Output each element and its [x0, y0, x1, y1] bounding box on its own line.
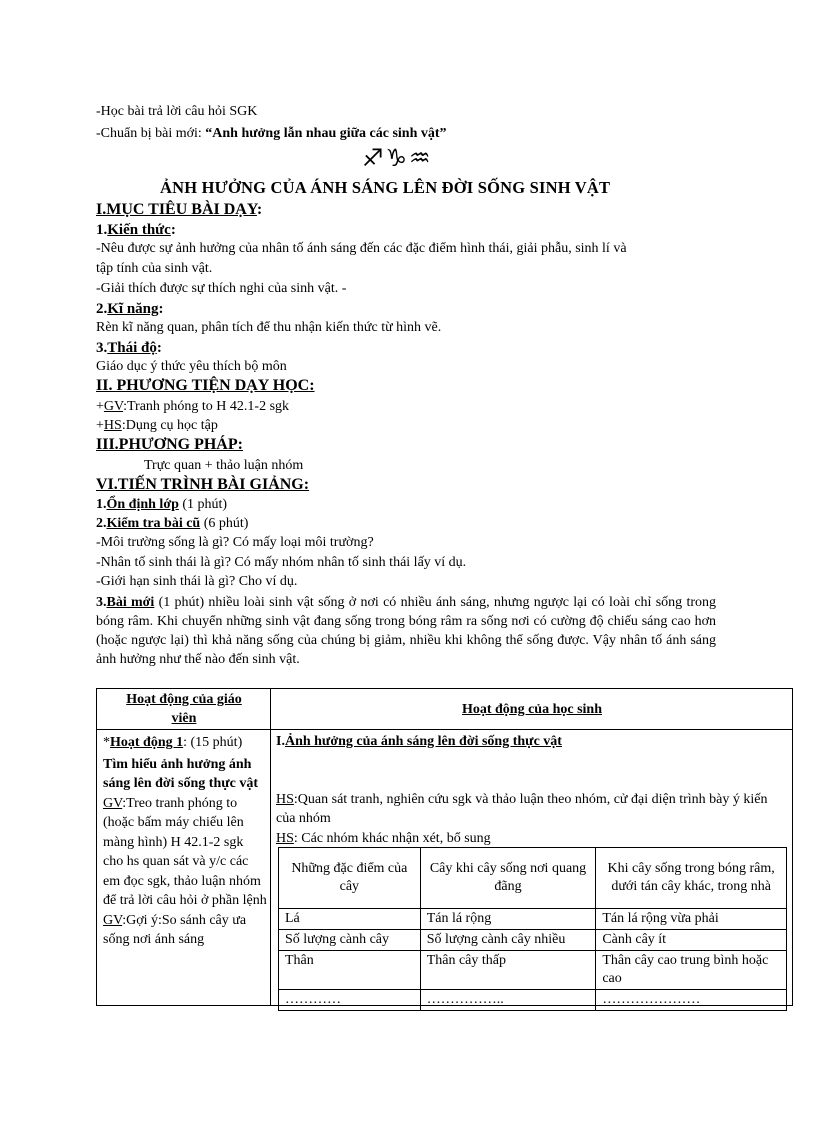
- knowledge-heading: 1.Kiến thức:: [96, 222, 176, 238]
- teacher-hint: GV:Gợi ý:So sánh cây ưa sống nơi ánh sáng: [103, 912, 247, 947]
- zodiac-symbols-icon: ♐♑♒: [362, 144, 433, 172]
- student-activity-header: Hoạt động của học sinh: [461, 702, 603, 717]
- table-cell: Tán lá rộng vừa phải: [596, 909, 787, 930]
- table-cell: …………………: [596, 990, 787, 1011]
- knowledge-line-3: -Giải thích được sự thích nghi của sinh vật. -: [96, 281, 347, 296]
- table-row: [279, 909, 787, 930]
- student-materials: +HS:Dụng cụ học tập: [96, 418, 218, 433]
- skills-heading: 2.Kĩ năng:: [96, 301, 164, 317]
- plants-section-heading: I.Ảnh hưởng của ánh sáng lên đời sống thực vật: [276, 734, 562, 749]
- table-row: [279, 990, 787, 1011]
- table-column-divider: [270, 688, 271, 1006]
- next-lesson-title: “Anh hưởng lẫn nhau giữa các sinh vật”: [205, 126, 447, 141]
- teacher-instruction: GV:Treo tranh phóng to (hoặc bấm máy chiếu lên màng hình) H 42.1-2 sgk cho hs quan sát và y/c các em đọc sgk, thảo luận nhóm để trả lời câu hỏi ở phần lệnh: [103, 795, 267, 908]
- review-question-2: -Nhân tố sinh thái là gì? Có mấy nhóm nhân tố sinh thái lấy ví dụ.: [96, 555, 467, 570]
- header-features: Những đặc điểm của cây: [279, 848, 421, 909]
- attitude-line-1: Giáo dục ý thức yêu thích bộ môn: [96, 359, 287, 374]
- table-cell: Số lượng cành cây nhiều: [420, 930, 596, 951]
- section-4-heading: VI.TIẾN TRÌNH BÀI GIẢNG:: [96, 476, 310, 493]
- lesson-title: ẢNH HƯỞNG CỦA ÁNH SÁNG LÊN ĐỜI SỐNG SINH VẬT: [160, 178, 611, 197]
- table-cell: Cành cây ít: [596, 930, 787, 951]
- activity-1-goal: Tìm hiểu ảnh hưởng ánh sáng lên đời sống thực vật: [103, 756, 259, 791]
- skills-line-1: Rèn kĩ năng quan, phân tích để thu nhận kiến thức từ hình vẽ.: [96, 320, 442, 335]
- knowledge-line-2: tập tính của sinh vật.: [96, 261, 213, 276]
- table-cell: Lá: [279, 909, 421, 930]
- table-cell: …………: [279, 990, 421, 1011]
- teacher-activity-cell: [103, 733, 267, 950]
- table-cell: ……………..: [420, 990, 596, 1011]
- table-row: [279, 951, 787, 990]
- student-instruction-1: HS:Quan sát tranh, nghiên cứu sgk và thảo luận theo nhóm, cử đại diện trình bày ý kiến của nhóm: [276, 792, 768, 826]
- student-instruction-2: HS: Các nhóm khác nhận xét, bổ sung: [276, 831, 491, 846]
- review-heading: 2.Kiểm tra bài cũ (6 phút): [96, 516, 249, 531]
- header-shade: Khi cây sống trong bóng râm, dưới tán cây khác, trong nhà: [596, 848, 787, 909]
- knowledge-line-1: -Nêu được sự ảnh hưởng của nhân tố ánh sáng đến các đặc điểm hình thái, giải phẫu, sinh lí và: [96, 241, 627, 256]
- section-1-heading: I.MỤC TIÊU BÀI DẠY:: [96, 201, 263, 218]
- section-3-heading: III.PHƯƠNG PHÁP:: [96, 436, 243, 453]
- table-cell: Số lượng cành cây: [279, 930, 421, 951]
- review-question-1: -Môi trường sống là gì? Có mấy loại môi trường?: [96, 535, 374, 550]
- comparison-table: [278, 847, 787, 1011]
- homework-line-2: -Chuẩn bị bài mới: “Anh hưởng lẫn nhau giữa các sinh vật”: [96, 126, 447, 141]
- attitude-heading: 3.Thái độ:: [96, 340, 162, 356]
- table-cell: Thân cây thấp: [420, 951, 596, 990]
- review-question-3: -Giới hạn sinh thái là gì? Cho ví dụ.: [96, 574, 298, 589]
- header-open-light: Cây khi cây sống nơi quang đãng: [420, 848, 596, 909]
- table-cell: Thân cây cao trung bình hoặc cao: [596, 951, 787, 990]
- homework-line-1: -Học bài trả lời câu hỏi SGK: [96, 104, 258, 119]
- stabilize-class-line: 1.Ổn định lớp (1 phút): [96, 497, 228, 512]
- table-cell: Thân: [279, 951, 421, 990]
- new-lesson-paragraph: 3.Bài mới (1 phút) nhiều loài sinh vật sống ở nơi có nhiều ánh sáng, nhưng ngược lại có loài chỉ sống trong bóng râm. Khi chuyển những sinh vật đang sống trong bóng râm ra sống nơi có cường độ chiếu sáng cao hơn (hoặc ngược lại) thì khả năng sống của chúng bị giảm, nhiều khi không thể sống được. Vậy nhân tố ánh sáng ảnh hưởng như thế nào đến sinh vật.: [96, 595, 717, 667]
- activity-1-label: *Hoạt động 1: (15 phút): [103, 735, 243, 750]
- teacher-materials: +GV:Tranh phóng to H 42.1-2 sgk: [96, 399, 290, 414]
- comparison-header-row: [279, 848, 787, 909]
- method-line-1: Trực quan + thảo luận nhóm: [144, 458, 304, 473]
- table-row: [279, 930, 787, 951]
- teacher-activity-header: Hoạt động của giáo viên: [126, 692, 242, 726]
- section-2-heading: II. PHƯƠNG TIỆN DẠY HỌC:: [96, 377, 315, 394]
- table-header-divider: [96, 729, 793, 730]
- table-cell: Tán lá rộng: [420, 909, 596, 930]
